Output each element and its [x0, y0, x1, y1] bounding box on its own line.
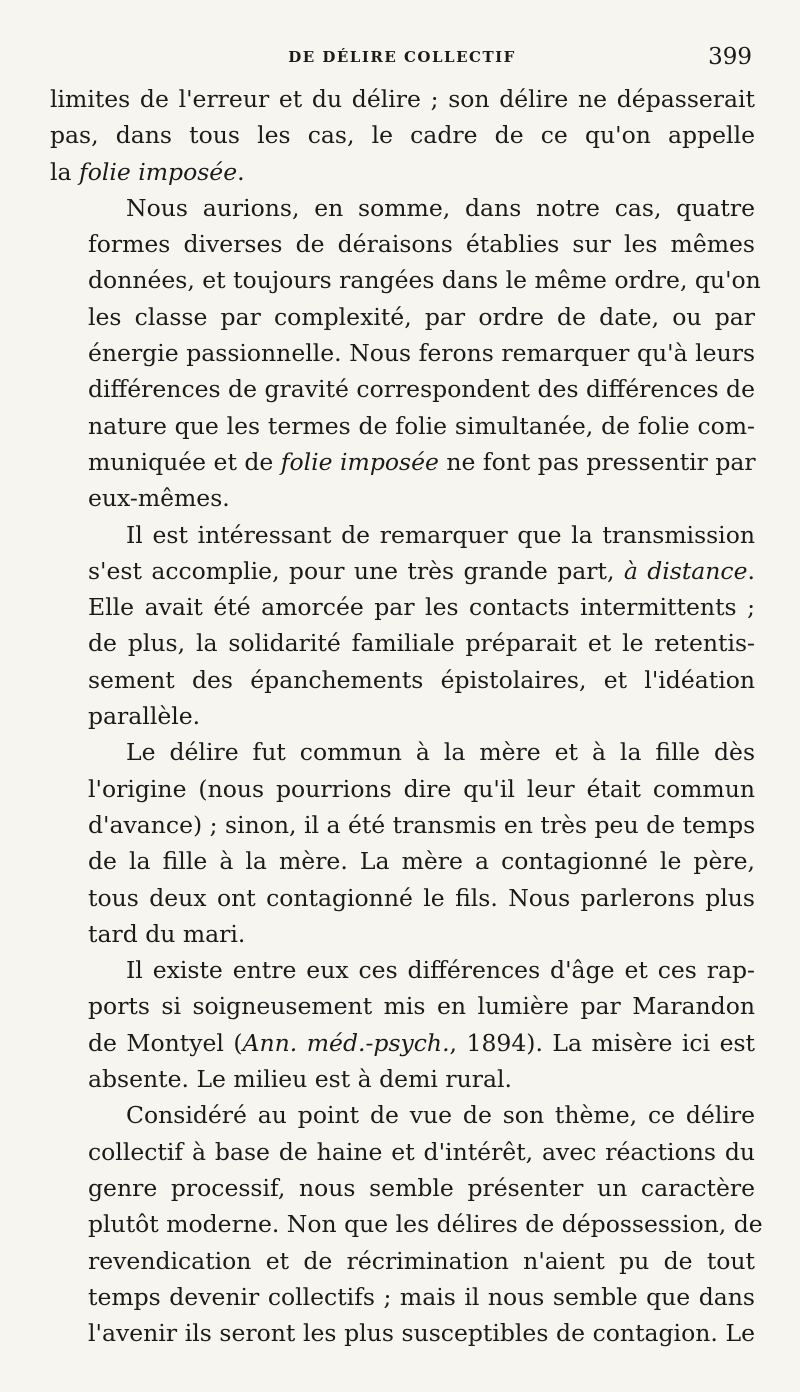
text-line: limites de l'erreur et du délire ; son délire ne dépasserait	[50, 85, 755, 113]
text-line: collectif à base de haine et d'intérêt, avec réactions du	[88, 1137, 755, 1166]
text-line: énergie passionnelle. Nous ferons remarquer qu'à leurs	[88, 339, 755, 368]
text-line: Elle avait été amorcée par les contacts intermittents ;	[88, 593, 755, 622]
text-line: revendication et de récrimination n'aient pu de tout	[88, 1246, 755, 1275]
text-line: parallèle.	[88, 702, 201, 731]
text-line: de Montyel (Ann. méd.-psych., 1894). La misère ici est	[88, 1028, 755, 1057]
paragraph	[50, 1097, 763, 1351]
text-line: sement des épanchements épistolaires, et l'idéation	[88, 665, 755, 694]
text-line: d'avance) ; sinon, il a été transmis en très peu de temps	[88, 810, 756, 839]
page-header	[52, 44, 752, 74]
body-text	[50, 81, 763, 1351]
text-line: de plus, la solidarité familiale préparait et le retentis-	[88, 629, 755, 658]
text-line: tard du mari.	[88, 919, 246, 948]
text-line: muniquée et de folie imposée ne font pas pressentir par	[88, 447, 756, 476]
text-line: temps devenir collectifs ; mais il nous semble que dans	[88, 1282, 755, 1311]
text-line: la folie imposée.	[50, 157, 245, 186]
text-line: Il existe entre eux ces différences d'âge et ces rap-	[126, 956, 755, 985]
text-line: les classe par complexité, par ordre de date, ou par	[88, 302, 755, 331]
italic-phrase: Ann. méd.-psych.	[242, 1028, 450, 1057]
text-line: ports si soigneusement mis en lumière par Marandon	[88, 992, 755, 1021]
text-line: formes diverses de déraisons établies sur les mêmes	[88, 230, 755, 259]
text-line: l'origine (nous pourrions dire qu'il leur était commun	[88, 774, 755, 803]
italic-phrase: folie imposée	[79, 157, 238, 186]
paragraph	[50, 190, 761, 517]
paragraph	[50, 517, 755, 735]
text-line: données, et toujours rangées dans le même ordre, qu'on	[88, 266, 761, 295]
paragraph	[50, 81, 755, 190]
text-line: nature que les termes de folie simultanée, de folie com-	[88, 411, 755, 440]
text-line: l'avenir ils seront les plus susceptibles de contagion. Le	[88, 1319, 755, 1348]
paragraph	[50, 734, 755, 952]
text-line: absente. Le milieu est à demi rural.	[88, 1065, 512, 1094]
italic-phrase: à distance	[623, 556, 748, 585]
text-line: plutôt moderne. Non que les délires de dépossession, de	[88, 1210, 763, 1239]
italic-phrase: folie imposée	[280, 447, 439, 476]
text-line: Il est intéressant de remarquer que la transmission	[126, 520, 755, 549]
page-number: 399	[708, 44, 752, 70]
text-line: s'est accomplie, pour une très grande part, à distance.	[88, 556, 755, 585]
text-line: eux-mêmes.	[88, 484, 230, 513]
text-line: différences de gravité correspondent des différences de	[88, 375, 755, 404]
text-line: genre processif, nous semble présenter un caractère	[88, 1173, 755, 1202]
text-line: de la fille à la mère. La mère a contagionné le père,	[88, 847, 755, 876]
text-line: tous deux ont contagionné le fils. Nous parlerons plus	[88, 883, 755, 912]
running-head: DE DÉLIRE COLLECTIF	[288, 48, 516, 66]
text-line: pas, dans tous les cas, le cadre de ce qu'on appelle	[50, 121, 755, 150]
text-line: Nous aurions, en somme, dans notre cas, quatre	[126, 193, 755, 222]
paragraph	[50, 952, 755, 1097]
text-line: Considéré au point de vue de son thème, ce délire	[126, 1101, 755, 1130]
text-line: Le délire fut commun à la mère et à la fille dès	[126, 738, 755, 767]
